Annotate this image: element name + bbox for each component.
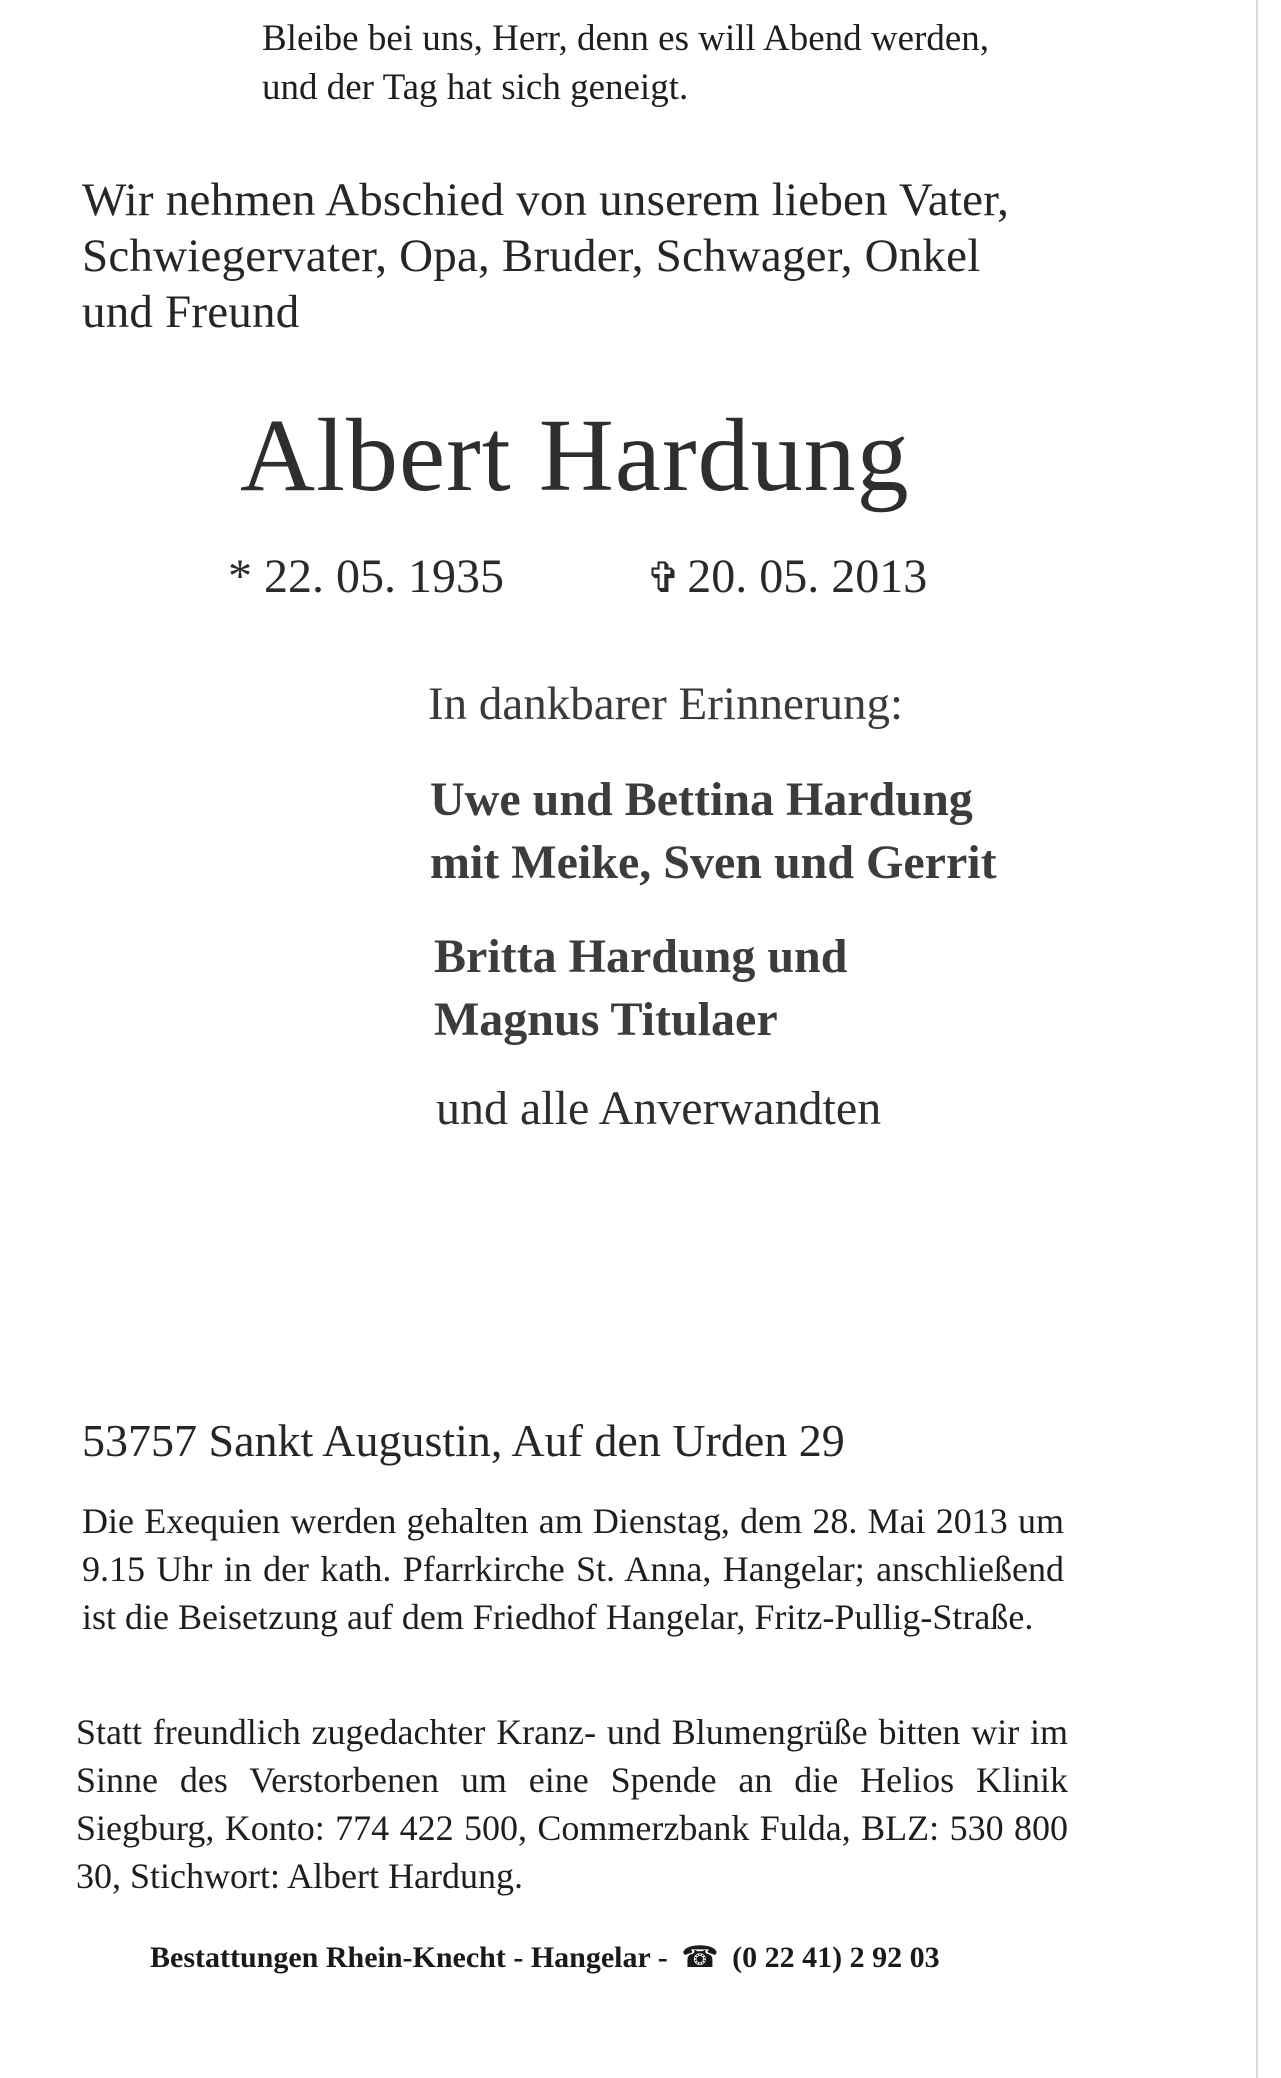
verse-line-2: und der Tag hat sich geneigt. (262, 67, 689, 108)
page-edge (1256, 0, 1258, 2078)
deceased-name: Albert Hardung (240, 398, 910, 513)
donation-request-text: Statt freundlich zugedachter Kranz- und Blumengrüße bitten wir im Sinne des Verstorbenen um eine Spende an die Helios Klinik Siegburg, Konto: 774 422 500, Commerzbank Fulda, BLZ: 530 800 30, Stichwort: Albert Hardung. (76, 1712, 1068, 1896)
undertaker-name: Bestattungen Rhein-Knecht - Hangelar - (150, 1941, 668, 1974)
family-group-1 (430, 768, 997, 894)
death-date-group (646, 549, 927, 606)
bible-verse (262, 14, 989, 112)
cross-icon: ✞ (646, 553, 682, 602)
birth-date: * 22. 05. 1935 (228, 550, 504, 603)
intro-line-1: Wir nehmen Abschied von unserem lieben Vater, (82, 174, 1010, 226)
death-date: 20. 05. 2013 (687, 550, 928, 603)
family-1-line-1: Uwe und Bettina Hardung (430, 773, 973, 826)
memory-heading: In dankbarer Erinnerung: (428, 678, 904, 730)
relatives-line: und alle Anverwandten (436, 1082, 882, 1135)
verse-line-1: Bleibe bei uns, Herr, denn es will Abend werden, (262, 18, 990, 59)
intro-line-2: Schwiegervater, Opa, Bruder, Schwager, Onkel (82, 230, 981, 282)
mourning-address: 53757 Sankt Augustin, Auf den Urden 29 (82, 1415, 845, 1466)
undertaker-phone: (0 22 41) 2 92 03 (732, 1941, 940, 1974)
intro-line-3: und Freund (82, 286, 300, 338)
family-1-line-2: mit Meike, Sven und Gerrit (430, 836, 997, 889)
farewell-intro (82, 172, 1009, 340)
undertaker-footer (150, 1938, 940, 1978)
telephone-icon: ☎ (681, 1940, 719, 1975)
life-dates (228, 549, 928, 605)
family-2-line-1: Britta Hardung und (434, 930, 848, 983)
family-group-2 (434, 925, 847, 1051)
funeral-service-text: Die Exequien werden gehalten am Dienstag, dem 28. Mai 2013 um 9.15 Uhr in der kath. Pfarrkirche St. Anna, Hangelar; anschließend ist die Beisetzung auf dem Friedhof Hangelar, Fritz-Pullig-Straße. (82, 1501, 1064, 1637)
family-2-line-2: Magnus Titulaer (434, 993, 778, 1046)
